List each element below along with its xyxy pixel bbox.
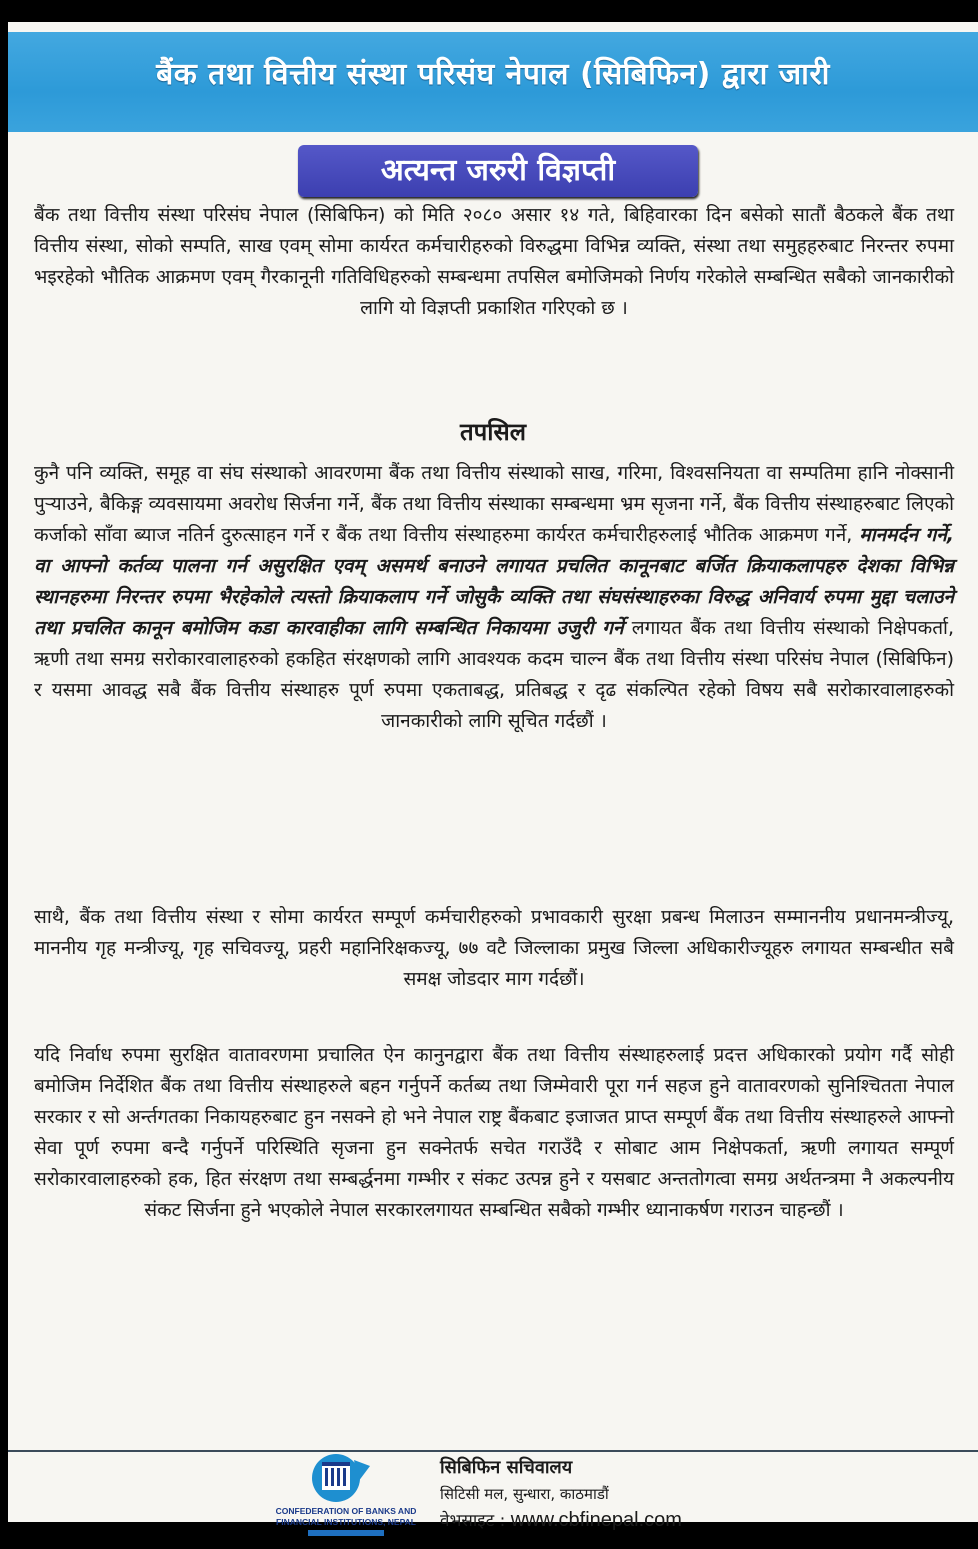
cbfin-logo	[266, 1452, 426, 1542]
header-banner	[8, 32, 978, 132]
address: सिटिसी मल, सुन्धारा, काठमाडौं	[440, 1485, 609, 1503]
section-heading: तपसिल	[459, 418, 527, 446]
footer-contact	[440, 1454, 682, 1535]
paragraph-1	[34, 458, 954, 737]
website-label: वेभसाइट :	[440, 1511, 506, 1531]
paragraph-1-text-end: लगायत बैंक तथा वित्तीय संस्थाको निक्षेपकर्ता, ऋणी तथा समग्र सरोकारवालाहरुको हकहित संरक्षणको लागि आवश्यक कदम चाल्न बैंक तथा वित्तीय संस्था परिसंघ नेपाल (सिबिफिन) र यसमा आवद्ध सबै बैंक वित्तीय संस्थाहरु पूर्ण रुपमा एकताबद्ध, प्रतिबद्ध र दृढ संकल्पित रहेको विषय सबै सरोकारवालाहरुको जानकारीको लागि सूचित गर्दछौं ।	[34, 617, 954, 732]
urgent-notice-badge: अत्यन्त जरुरी विज्ञप्ती	[298, 145, 698, 197]
website-line	[440, 1506, 682, 1535]
press-release-page	[8, 22, 978, 1531]
website-link[interactable]: www.cbfinepal.com	[510, 1509, 682, 1531]
paragraph-1-emphasis: मानमर्दन गर्ने, वा आफ्नो कर्तव्य पालना गर्न असुरक्षित एवम् असमर्थ बनाउने लगायत प्रचलित कानूनबाट बर्जित क्रियाकलापहरु देशका विभिन्न स्थानहरुमा निरन्तर रुपमा भैरहेकोले त्यस्तो क्रियाकलाप गर्ने जोसुकै व्यक्ति तथा संघसंस्थाहरुका विरुद्ध अनिवार्य रुपमा मुद्दा चलाउने तथा प्रचलित कानून बमोजिम कडा कारवाहीका लागि सम्बन्धित निकायमा उजुरी गर्ने	[34, 524, 954, 639]
divider	[8, 1450, 978, 1452]
logo-text-1: CONFEDERATION OF BANKS AND	[275, 1506, 417, 1516]
paragraph-1-text: कुनै पनि व्यक्ति, समूह वा संघ संस्थाको आवरणमा बैंक तथा वित्तीय संस्थाको साख, गरिमा, विश्वसनियता वा सम्पतिमा हानि नोक्सानी पुर्‍याउने, बैकिङ्ग व्यवसायमा अवरोध सिर्जना गर्ने, बैंक तथा वित्तीय संस्थाका सम्बन्धमा भ्रम सृजना गर्ने, बैंक वित्तीय संस्थाहरुबाट लिएको कर्जाको साँवा ब्याज नतिर्न दुरुत्साहन गर्ने र बैंक तथा वित्तीय संस्थाहरुमा कार्यरत कर्मचारीहरुलाई भौतिक आक्रमण गर्ने,	[34, 462, 954, 546]
paragraph-3: यदि निर्वाध रुपमा सुरक्षित वातावरणमा प्रचालित ऐन कानुनद्वारा बैंक तथा वित्तीय संस्थाहरुलाई प्रदत्त अधिकारको प्रयोग गर्दै सोही बमोजिम निर्देशित बैंक तथा वित्तीय संस्थाहरुले बहन गर्नुपर्ने कर्तब्य तथा जिम्मेवारी पूरा गर्न सहज हुने वातावरणको सुनिश्चितता नेपाल सरकार र सो अर्न्तगतका निकायहरुबाट हुन नसक्ने हो भने नेपाल राष्ट्र बैंकबाट इजाजत प्राप्त सम्पूर्ण बैंक तथा वित्तीय संस्थाहरुले आफ्नो सेवा पूर्ण रुपमा बन्दै गर्नुपर्ने परिस्थिति सृजना हुन सक्नेतर्फ सचेत गराउँदै र सोबाट आम निक्षेपकर्ता, ऋणी लगायत सम्पूर्ण सरोकारवालाहरुको हक, हित संरक्षण तथा सम्बर्द्धनमा गम्भीर र संकट उत्पन्न हुने र यसबाट अन्ततोगत्वा समग्र अर्थतन्त्रमा नै अकल्पनीय संकट सिर्जना हुने भएकोले नेपाल सरकारलगायत सम्बन्धित सबैको गम्भीर ध्यानाकर्षण गराउन चाहन्छौं ।	[34, 1044, 954, 1221]
paragraph-2: साथै, बैंक तथा वित्तीय संस्था र सोमा कार्यरत सम्पूर्ण कर्मचारीहरुको प्रभावकारी सुरक्षा प्रबन्ध मिलाउन सम्माननीय प्रधानमन्त्रीज्यू, माननीय गृह मन्त्रीज्यू, गृह सचिवज्यू, प्रहरी महानिरिक्षकज्यू, ७७ वटै जिल्लाका प्रमुख जिल्ला अधिकारीज्यूहरु लगायत सम्बन्धीत सबै समक्ष जोडदार माग गर्दछौं।	[34, 906, 954, 990]
intro-paragraph: बैंक तथा वित्तीय संस्था परिसंघ नेपाल (सिबिफिन) को मिति २०८० असार १४ गते, बिहिवारका दिन बसेको सातौं बैठकले बैंक तथा वित्तीय संस्था, सोको सम्पति, साख एवम् सोमा कार्यरत कर्मचारीहरुको विरुद्धमा विभिन्न व्यक्ति, संस्था तथा समुहहरुबाट निरन्तर रुपमा भइरहेको भौतिक आक्रमण एवम् गैरकानूनी गतिविधिहरुको सम्बन्धमा तपसिल बमोजिमको निर्णय गरेकोले सम्बन्धित सबैको जानकारीको लागि यो विज्ञप्ती प्रकाशित गरिएको छ ।	[34, 204, 954, 319]
logo-emblem-icon	[266, 1452, 426, 1542]
logo-text-2: FINANCIAL INSTITUTIONS, NEPAL	[276, 1517, 416, 1527]
banner-title: बैंक तथा वित्तीय संस्था परिसंघ नेपाल (सिबिफिन) द्वारा जारी	[156, 57, 830, 92]
secretariat-name: सिबिफिन सचिवालय	[440, 1457, 573, 1478]
